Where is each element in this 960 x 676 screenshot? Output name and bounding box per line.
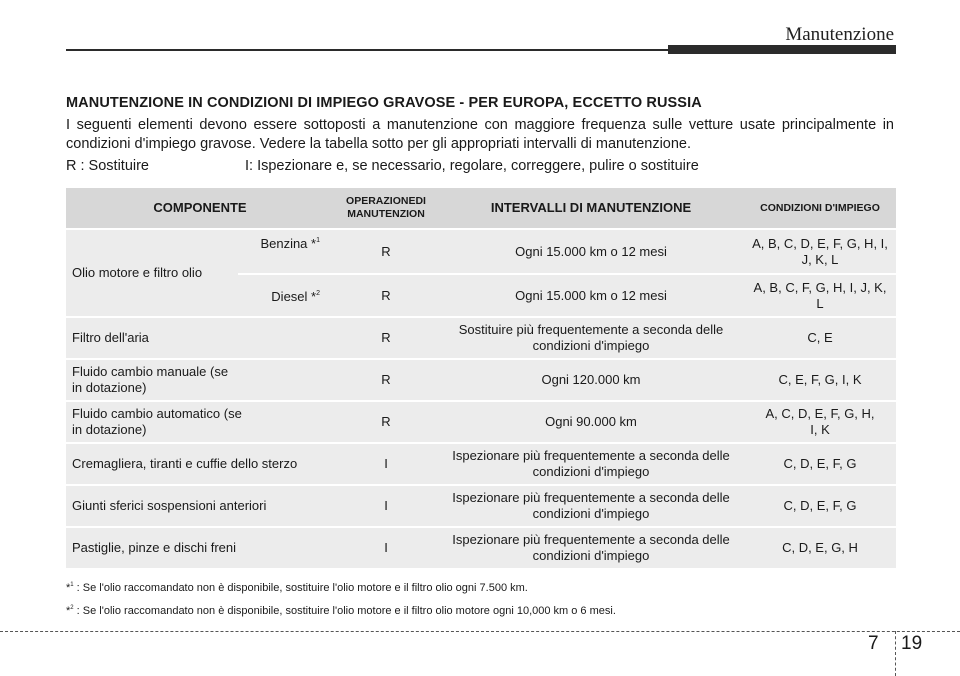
cell-interval: Ogni 90.000 km	[438, 400, 744, 442]
cell-operation: R	[334, 316, 438, 358]
footnote-ref: 1	[316, 237, 320, 244]
cell-operation: I	[334, 526, 438, 568]
cell-conditions: C, D, E, F, G	[744, 484, 896, 526]
cell-interval: Ogni 15.000 km o 12 mesi	[438, 273, 744, 316]
cell-component: Fluido cambio automatico (se in dotazione)	[66, 400, 334, 442]
footnotes	[66, 575, 896, 621]
footer-rule	[0, 631, 960, 632]
legend	[66, 158, 699, 174]
cell-operation: R	[334, 400, 438, 442]
cell-interval: Ispezionare più frequentemente a seconda delle condizioni d'impiego	[438, 442, 744, 484]
cell-operation: I	[334, 442, 438, 484]
cell-interval: Ogni 120.000 km	[438, 358, 744, 400]
cell-operation: R	[334, 273, 438, 316]
table-row	[66, 400, 896, 442]
table-row	[66, 526, 896, 568]
legend-inspect: I: Ispezionare e, se necessario, regolare, correggere, pulire o sostituire	[245, 158, 699, 174]
footnote-1: *$^1$ : Se l'olio raccomandato non è disponibile, sostituire l'olio motore e il filtro olio ogni 7.500 km.	[66, 582, 528, 594]
footer-separator	[895, 631, 896, 676]
cell-interval: Ispezionare più frequentemente a seconda delle condizioni d'impiego	[438, 484, 744, 526]
cell-interval: Ogni 15.000 km o 12 mesi	[438, 228, 744, 273]
table-row	[66, 484, 896, 526]
table-header-row	[66, 188, 896, 228]
cell-operation: R	[334, 228, 438, 273]
maintenance-table	[66, 188, 896, 568]
header-rule	[66, 49, 676, 51]
cell-conditions: A, B, C, D, E, F, G, H, I, J, K, L	[744, 228, 896, 273]
header-conditions: CONDIZIONI D'IMPIEGO	[744, 188, 896, 228]
cell-component: Giunti sferici sospensioni anteriori	[66, 484, 334, 526]
cell-conditions: C, E	[744, 316, 896, 358]
cell-component: Fluido cambio manuale (se in dotazione)	[66, 358, 334, 400]
cell-operation: I	[334, 484, 438, 526]
cell-conditions: A, C, D, E, F, G, H, I, K	[744, 400, 896, 442]
cell-operation: R	[334, 358, 438, 400]
cell-interval: Sostituire più frequentemente a seconda delle condizioni d'impiego	[438, 316, 744, 358]
cell-variant	[238, 273, 334, 316]
cell-variant	[238, 228, 334, 273]
cell-component: Pastiglie, pinze e dischi freni	[66, 526, 334, 568]
cell-interval: Ispezionare più frequentemente a seconda delle condizioni d'impiego	[438, 526, 744, 568]
variant-label: Diesel *	[271, 289, 317, 304]
cell-component: Cremagliera, tiranti e cuffie dello sterzo	[66, 442, 334, 484]
footnote-2: *$^2$ : Se l'olio raccomandato non è disponibile, sostituire l'olio motore e il filtro olio motore ogni 10,000 km o 6 mesi.	[66, 605, 616, 617]
running-header-title: Manutenzione	[785, 24, 894, 45]
table-row	[66, 316, 896, 358]
intro-paragraph: I seguenti elementi devono essere sottoposti a manutenzione con maggiore frequenza sulle vetture usate principalmente in condizioni d'impiego gravose. Vedere la tabella sotto per gli appropriati intervalli di manutenzione.	[66, 117, 894, 152]
cell-component: Filtro dell'aria	[66, 316, 334, 358]
cell-conditions: C, D, E, F, G	[744, 442, 896, 484]
table-row	[66, 228, 896, 273]
header-rule-bar	[668, 45, 896, 54]
cell-conditions: A, B, C, F, G, H, I, J, K, L	[744, 273, 896, 316]
chapter-number: 7	[868, 633, 879, 654]
header-operation: OPERAZIONEDI MANUTENZION	[334, 188, 438, 228]
page-number: 19	[901, 633, 923, 654]
legend-replace: R : Sostituire	[66, 158, 149, 174]
section-title: MANUTENZIONE IN CONDIZIONI DI IMPIEGO GRAVOSE - PER EUROPA, ECCETTO RUSSIA	[66, 95, 702, 111]
header-component: COMPONENTE	[66, 188, 334, 228]
header-interval: INTERVALLI DI MANUTENZIONE	[438, 188, 744, 228]
cell-conditions: C, E, F, G, I, K	[744, 358, 896, 400]
cell-conditions: C, D, E, G, H	[744, 526, 896, 568]
cell-component: Olio motore e filtro olio	[66, 228, 238, 316]
table-row	[66, 358, 896, 400]
footnote-ref: 2	[316, 290, 320, 297]
variant-label: Benzina *	[260, 236, 317, 251]
table-row	[66, 442, 896, 484]
